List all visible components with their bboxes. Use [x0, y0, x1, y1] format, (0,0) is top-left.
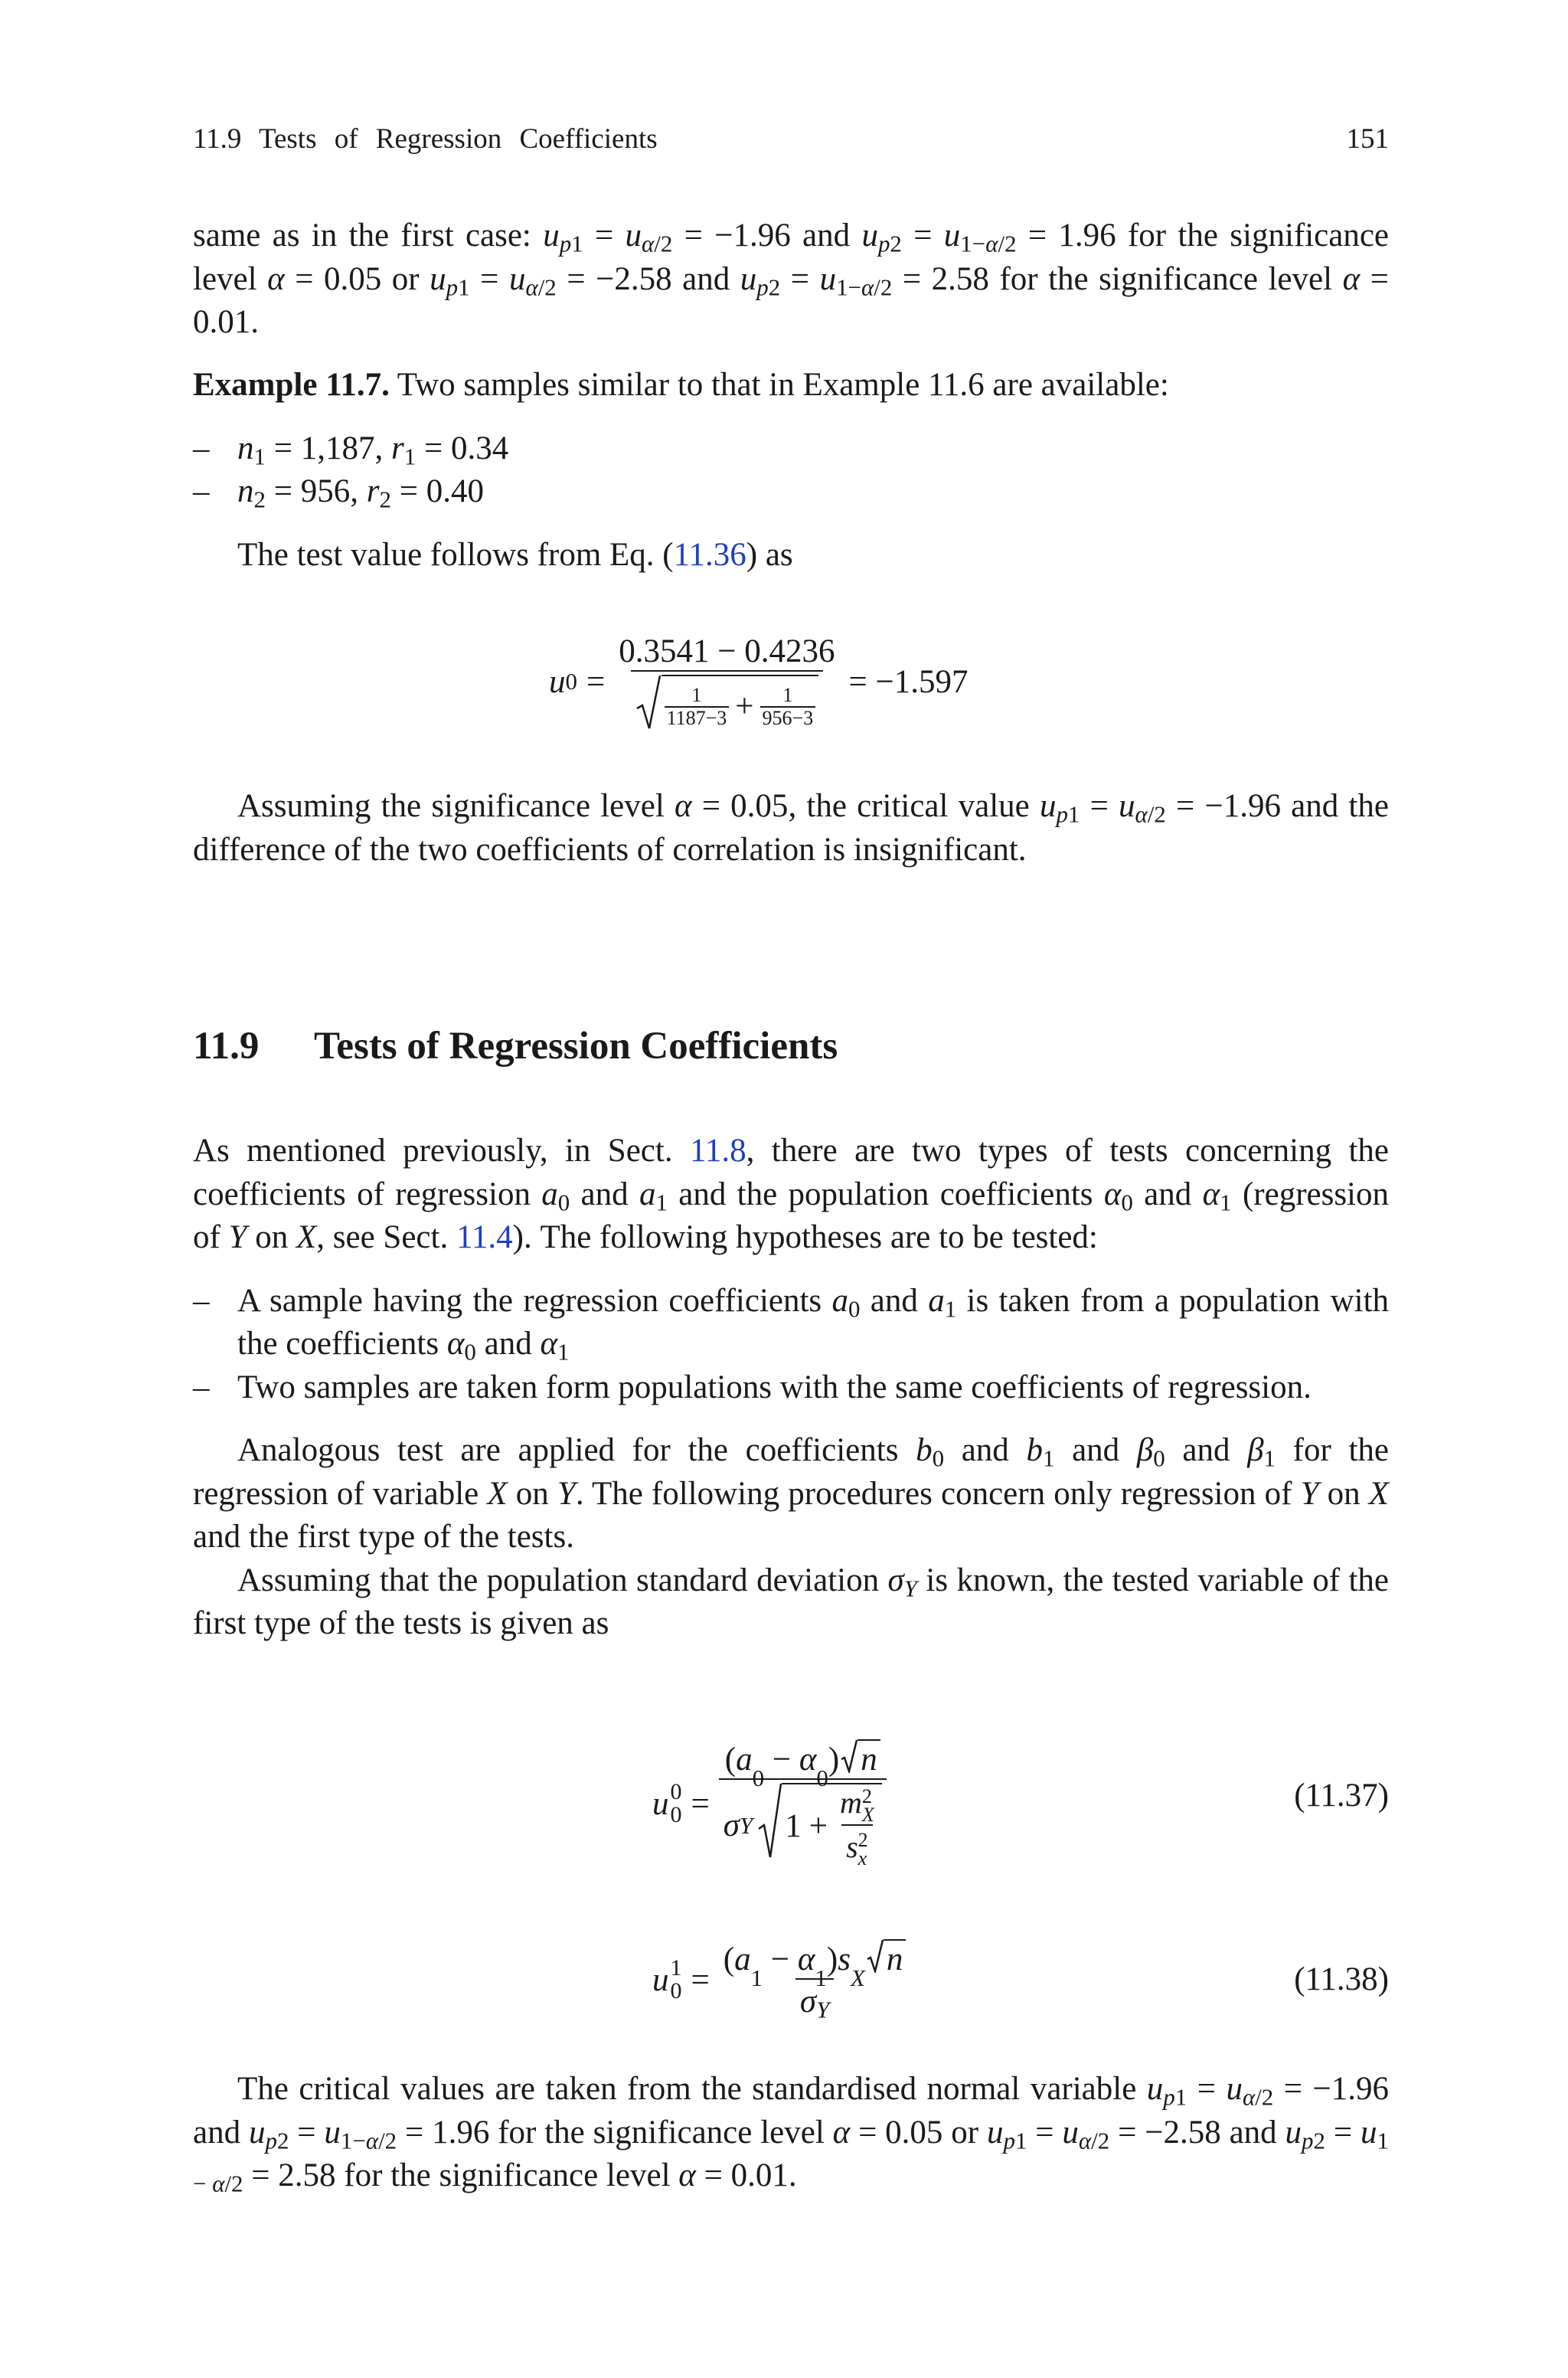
section-link-11-4[interactable]: 11.4 — [456, 1219, 513, 1255]
running-header — [193, 123, 1389, 165]
example-label: Example 11.7. — [193, 367, 390, 403]
critical-values-paragraph: The critical values are taken from the standardised normal variable $u_{p1} = u_{\alpha/2} = -1.96$ and $u_{p2} = u_{1-\alpha/2} = 1.96$ for the significance level α = 0.05 or $u_{p1} = u_{\alpha/2} = -2.58$ and $u_{p2} = u_{1 - \alpha/2} = 2.58$ for the significance level α = 0.01. — [193, 2071, 1389, 2197]
sample-list — [193, 427, 1389, 514]
list-item: – Two samples are taken form populations with the same coefficients of regression. — [193, 1366, 1389, 1410]
equation-link[interactable]: 11.36 — [673, 536, 746, 573]
equation-label: (11.38) — [1294, 1961, 1389, 1997]
section-intro: As mentioned previously, in Sect. 11.8, there are two types of tests concerning the coefficients of regression $a_0$ and $a_1$ and the population coefficients $\alpha_0$ and $\alpha_1$ (regression of Y on X, see Sect. 11.4). The following hypotheses are to be tested: – A sample having the regression coefficients $a_0$ and $a_1$ is taken from a population with the coefficients $\alpha_0$ and $\alpha_1$ – Two samples are taken form populations with the same coefficients of regression. Analogous test are applied for the coefficients $b_0$ and $b_1$ and $\beta_0$ and $\beta_1$ for the regression of variable X on Y. The following procedures concern only regression of Y on X and the first type of the tests. Assuming that the population standard deviation $\sigma_Y$ is known, the tested variable of the first type of the tests is given as — [193, 1130, 1389, 1646]
paragraph-continuation: same as in the first case: $u_{p1} = u_{\alpha/2} = -1.96$ and $u_{p2} = u_{1-\alpha/2} = 1.96$ for the significance level α = 0.05 or $u_{p1} = u_{\alpha/2} = -2.58$ and $u_{p2} = u_{1-\alpha/2} = 2.58$ for the significance level α = 0.01. — [193, 218, 1389, 340]
list-item: – $n_1 = 1,187$, $r_1 = 0.34$ — [193, 427, 1389, 471]
example-11-7: Example 11.7. Two samples similar to that in Example 11.6 are available: – $n_1 = 1,187$, $r_1 = 0.34$ – $n_2 = 956$, $r_2 = 0.40$ The test value follows from Eq. (11.36) as — [193, 364, 1389, 577]
list-item: – $n_2 = 956$, $r_2 = 0.40$ — [193, 470, 1389, 514]
page-number: 151 — [1346, 123, 1389, 155]
example-conclusion: Assuming the significance level α = 0.05, the critical value $u_{p1} = u_{\alpha/2} = -1.96$ and the difference of the two coefficients of correlation is insignificant. — [193, 788, 1389, 868]
equation-11-37: u 0 0 = ( a 0 − α 0 ) n σ Y 1 + m 2 X s 2 x (11.37) — [193, 1716, 1389, 1892]
section-link-11-8[interactable]: 11.8 — [689, 1133, 746, 1169]
equation-test-value: u 0 = 0.3541 − 0.4236 $\frac{1}{1187-3}$ + $\frac{1}{956-3}$ = −1.597 — [193, 617, 1389, 747]
list-item: – A sample having the regression coefficients $a_0$ and $a_1$ is taken from a population with the coefficients $\alpha_0$ and $\alpha_1$ — [193, 1280, 1389, 1366]
equation-label: (11.37) — [1294, 1778, 1389, 1814]
section-heading: 11.9 Tests of Regression Coefficients — [193, 1025, 838, 1068]
hypotheses-list — [193, 1280, 1389, 1410]
equation-11-38: u 1 0 = ( a 1 − α 1 ) s X n $\sigma_Y$ (11.38) — [193, 1930, 1389, 2030]
running-header-section: 11.9 Tests of Regression Coefficients — [193, 123, 658, 155]
